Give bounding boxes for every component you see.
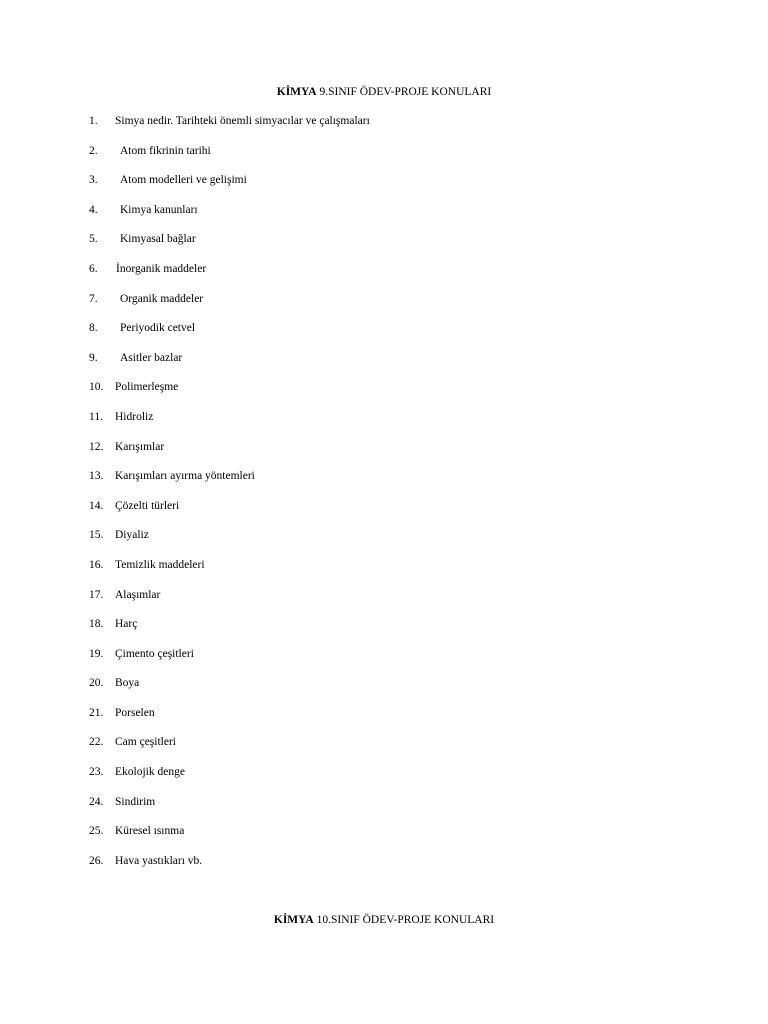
list-number: 14. xyxy=(89,499,104,512)
list-text: Alaşımlar xyxy=(115,588,161,601)
list-number: 18. xyxy=(89,618,104,631)
list-text: Porselen xyxy=(115,706,155,719)
list-item xyxy=(0,469,768,499)
list-item xyxy=(0,499,768,529)
list-item xyxy=(0,617,768,647)
list-text: Asitler bazlar xyxy=(120,351,183,364)
list-text: Hidroliz xyxy=(115,410,154,423)
list-number: 2. xyxy=(89,144,98,157)
list-number: 23. xyxy=(89,766,104,779)
list-text: Organik maddeler xyxy=(120,292,204,305)
list-text: Karışımları ayırma yöntemleri xyxy=(115,470,255,483)
list-item xyxy=(0,173,768,203)
list-number: 20. xyxy=(89,677,104,690)
list-item xyxy=(0,440,768,470)
list-number: 16. xyxy=(89,558,104,571)
heading-subject: KİMYA xyxy=(276,86,317,98)
list-text: Atom modelleri ve gelişimi xyxy=(120,174,247,187)
list-item xyxy=(0,262,768,292)
list-item xyxy=(0,144,768,174)
list-text: Karışımlar xyxy=(115,440,165,453)
list-text: Diyaliz xyxy=(115,529,149,542)
list-number: 6. xyxy=(89,262,98,275)
list-text: Çözelti türleri xyxy=(115,499,180,512)
list-number: 19. xyxy=(89,647,104,660)
list-number: 15. xyxy=(89,529,104,542)
list-text: Kimya kanunları xyxy=(120,203,198,216)
list-item xyxy=(0,795,768,825)
list-item xyxy=(0,114,768,144)
list-text: Boya xyxy=(115,677,140,690)
list-item xyxy=(0,588,768,618)
list-number: 5. xyxy=(89,233,98,246)
list-text: Küresel ısınma xyxy=(115,825,185,838)
list-text: İnorganik maddeler xyxy=(116,262,207,275)
list-item xyxy=(0,351,768,381)
list-text: Kimyasal bağlar xyxy=(120,233,196,246)
list-item xyxy=(0,380,768,410)
list-text: Temizlik maddeleri xyxy=(115,558,205,571)
list-number: 12. xyxy=(89,440,104,453)
list-item xyxy=(0,647,768,677)
list-number: 26. xyxy=(89,854,104,867)
topic-list xyxy=(0,114,768,883)
list-text: Harç xyxy=(115,618,138,631)
list-item xyxy=(0,203,768,233)
list-item xyxy=(0,765,768,795)
list-number: 21. xyxy=(89,706,104,719)
list-item xyxy=(0,676,768,706)
list-number: 10. xyxy=(89,381,104,394)
list-number: 13. xyxy=(89,470,104,483)
list-item xyxy=(0,824,768,854)
heading-grade-9 xyxy=(0,85,768,99)
list-number: 8. xyxy=(89,322,98,335)
list-number: 1. xyxy=(89,115,98,127)
list-text: Hava yastıkları vb. xyxy=(115,854,203,867)
list-number: 3. xyxy=(89,174,98,187)
list-item xyxy=(0,854,768,884)
list-item xyxy=(0,232,768,262)
list-number: 22. xyxy=(89,736,104,749)
list-number: 7. xyxy=(89,292,98,305)
list-item xyxy=(0,292,768,322)
list-text: Polimerleşme xyxy=(115,381,179,394)
list-text: Sindirim xyxy=(115,795,156,808)
list-item xyxy=(0,528,768,558)
heading-grade-10 xyxy=(0,913,768,927)
heading-title: 10.SINIF ÖDEV-PROJE KONULARI xyxy=(313,914,495,926)
heading-subject: KİMYA xyxy=(273,914,314,926)
list-item xyxy=(0,410,768,440)
list-text: Atom fikrinin tarihi xyxy=(120,144,211,157)
list-text: Periyodik cetvel xyxy=(120,322,196,335)
list-item xyxy=(0,321,768,351)
heading-title: 9.SINIF ÖDEV-PROJE KONULARI xyxy=(316,86,492,98)
list-number: 9. xyxy=(89,351,98,364)
list-number: 11. xyxy=(89,410,103,423)
list-text: Çimento çeşitleri xyxy=(115,647,194,660)
list-item xyxy=(0,558,768,588)
list-number: 24. xyxy=(89,795,104,808)
list-text: Simya nedir. Tarihteki önemli simyacılar ve çalışmaları xyxy=(115,115,370,127)
list-item xyxy=(0,706,768,736)
list-text: Ekolojik denge xyxy=(115,766,185,779)
list-item xyxy=(0,735,768,765)
list-number: 4. xyxy=(89,203,98,216)
list-number: 17. xyxy=(89,588,104,601)
list-text: Cam çeşitleri xyxy=(115,736,176,749)
list-number: 25. xyxy=(89,825,104,838)
